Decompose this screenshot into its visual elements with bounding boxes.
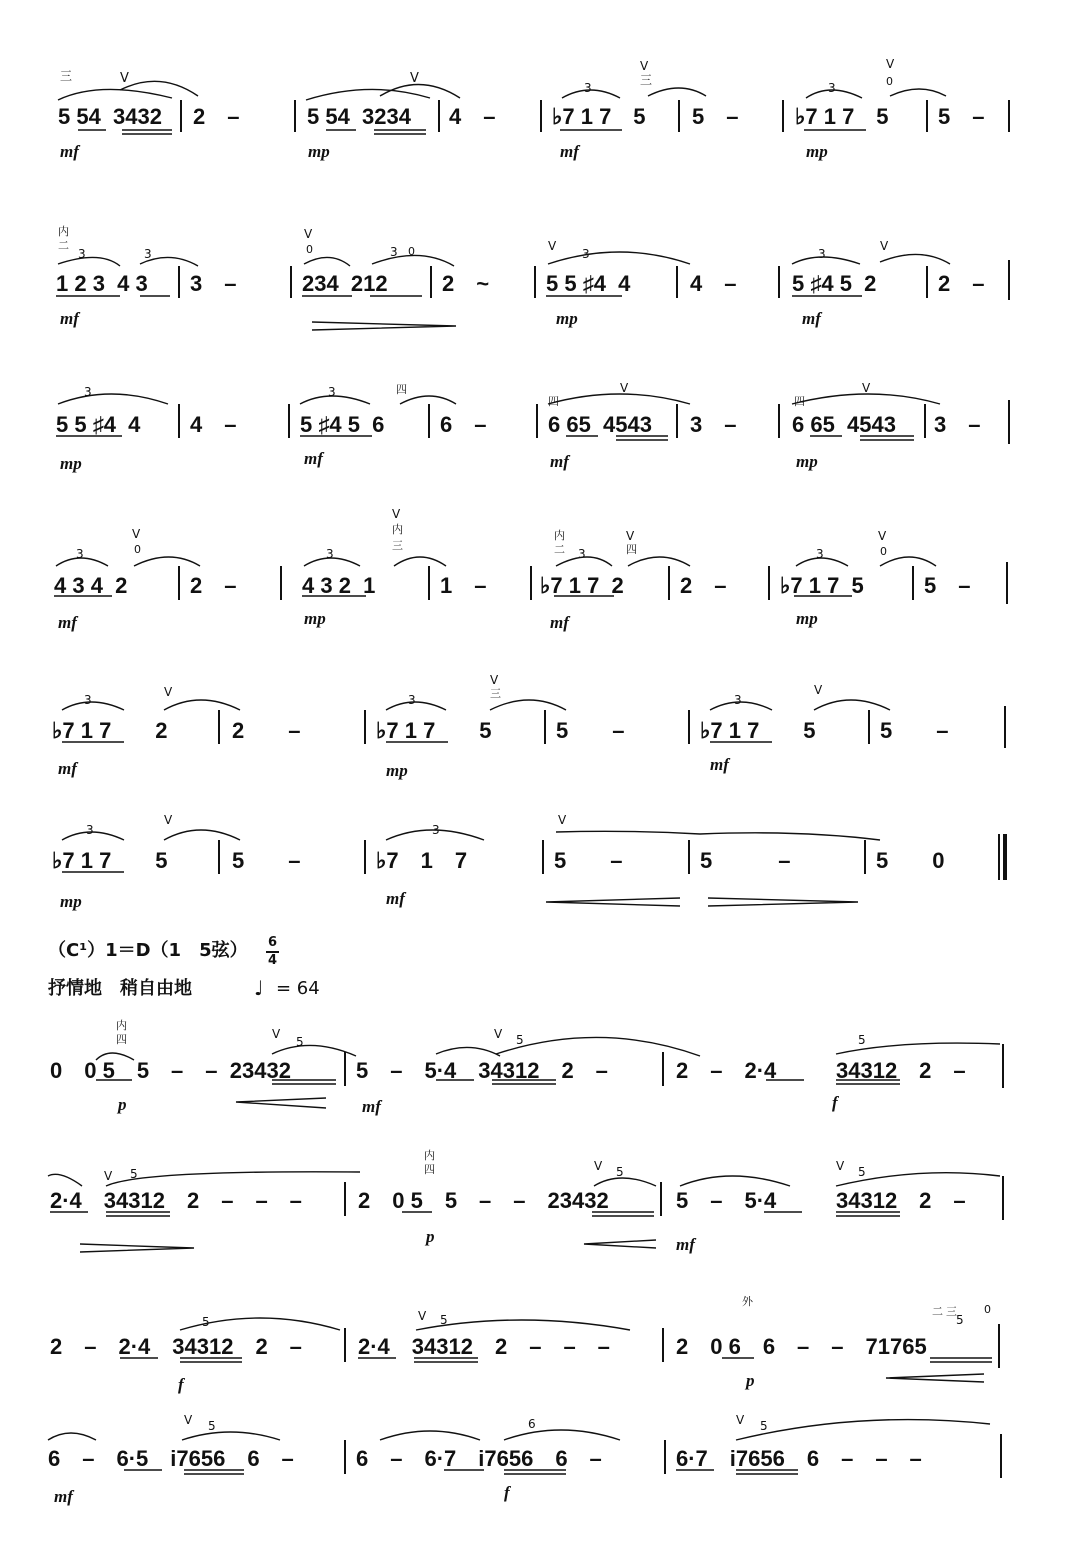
dynamic: p [746, 1371, 755, 1390]
tuplet-mark: 5 [296, 1035, 304, 1049]
bow-mark: V [878, 529, 887, 543]
dynamic: f [832, 1093, 838, 1112]
bow-mark: V [626, 529, 635, 543]
slur [416, 1320, 630, 1330]
underlines [50, 130, 992, 1474]
dynamic: f [178, 1375, 184, 1394]
slur [58, 89, 172, 100]
tuplet-mark: 5 [130, 1167, 138, 1181]
tuplet-mark: 3 [734, 693, 742, 707]
time-signature-bottom: 4 [268, 953, 278, 968]
slur [62, 832, 124, 840]
dynamic: mp [386, 761, 408, 780]
slur [736, 1420, 990, 1440]
open-string-mark: 0 [984, 1303, 991, 1316]
notes: 2 – 2·4 34312 2 – [50, 1334, 302, 1359]
open-string-mark: 0 [408, 245, 415, 258]
slur [496, 1037, 700, 1056]
bow-mark: V [862, 381, 871, 395]
slur [182, 1432, 280, 1440]
slur [796, 558, 848, 566]
fingering-mark: 二 [554, 543, 565, 556]
bow-mark: V [814, 683, 823, 697]
notes: ♭7 1 7 5 [795, 104, 889, 129]
dynamic: mf [676, 1235, 695, 1254]
notes: 4 – [690, 271, 737, 296]
notes: 5 – [938, 104, 985, 129]
dynamic: mf [710, 755, 729, 774]
slur [164, 700, 240, 710]
notes: 5 ♯4 5 2 [792, 271, 877, 296]
notes: ♭7 1 7 5 [780, 573, 864, 598]
slur [792, 394, 940, 404]
time-signature-top: 6 [268, 935, 278, 950]
tuplet-mark: 3 [84, 693, 92, 707]
slur [490, 700, 566, 710]
fingering-mark: 三 [392, 539, 403, 552]
slur [436, 1047, 500, 1056]
notes: ♭7 1 7 5 [52, 848, 168, 873]
dynamic: mp [308, 142, 330, 161]
slur [710, 702, 772, 710]
hairpin-crescendo [546, 898, 680, 906]
notes: 3 – [690, 412, 737, 437]
tuplet-mark: 3 [818, 247, 826, 261]
slur [890, 89, 946, 96]
slur [880, 557, 936, 566]
slur [548, 252, 690, 264]
hairpin-decrescendo [80, 1244, 194, 1252]
dynamic: mp [556, 309, 578, 328]
tuplet-mark: 3 [408, 693, 416, 707]
tuplet-mark: 3 [328, 385, 336, 399]
hairpin-crescendo [236, 1098, 326, 1108]
tuplet-mark: 5 [440, 1313, 448, 1327]
fingering-mark: 三 [490, 687, 501, 700]
dynamic: mf [550, 613, 569, 632]
bow-mark: V [104, 1169, 113, 1183]
notes: 5 ♯4 5 6 [300, 412, 385, 437]
notes: 6 65 4543 [792, 412, 896, 437]
notes: ♭7 1 7 5 [552, 104, 646, 129]
tuplet-mark: 5 [616, 1165, 624, 1179]
open-string-mark: 0 [886, 75, 893, 88]
dynamic: mf [560, 142, 579, 161]
notes: 2·4 34312 2 – – – [50, 1188, 302, 1213]
slur [628, 557, 690, 566]
notes: 34312 2 – [836, 1188, 966, 1213]
tuplet-mark: 5 [202, 1315, 210, 1329]
bow-mark: V [836, 1159, 845, 1173]
bow-mark: V [132, 527, 141, 541]
bow-mark: V [120, 71, 129, 86]
notes: 3 – [190, 271, 237, 296]
slur [134, 557, 200, 566]
notes: ♭7 1 7 [376, 848, 468, 873]
tuplet-mark: 3 [816, 547, 824, 561]
dynamic: f [504, 1483, 510, 1502]
notes: 4 – [449, 104, 496, 129]
dynamic: mp [806, 142, 828, 161]
bow-mark: V [272, 1027, 281, 1041]
slur [556, 831, 880, 840]
tempo-value: = 64 [276, 978, 320, 999]
hairpin-decrescendo [312, 322, 456, 330]
notes: 34312 2 – [836, 1058, 966, 1083]
slur [306, 89, 430, 100]
notes: 2 0 5 5 – – 23432 [358, 1188, 609, 1213]
slur [814, 700, 890, 710]
notes: 6 65 4543 [548, 412, 652, 437]
bow-mark: V [418, 1309, 427, 1323]
slur [680, 1176, 790, 1186]
slur [380, 1431, 480, 1440]
notes: 1 2 3 4 3 [56, 271, 148, 296]
tuplet-mark: 3 [78, 247, 86, 261]
notes: 5 – [232, 848, 301, 873]
notes: 5 54 3432 [58, 104, 162, 129]
dynamic: mf [386, 889, 405, 908]
notes: 6 – [440, 412, 487, 437]
tuplet-mark: 5 [858, 1165, 866, 1179]
notes: 1 – [440, 573, 487, 598]
tuplet-mark: 3 [432, 823, 440, 837]
fingering-mark: 外 [742, 1295, 753, 1308]
fingering-mark: 四 [548, 395, 559, 408]
slur [394, 557, 446, 566]
dynamic: mp [60, 892, 82, 911]
bow-mark: V [164, 685, 173, 699]
bow-mark: V [640, 59, 649, 73]
notes: 2 0 6 6 – – 71765 [676, 1334, 927, 1359]
tuplet-mark: 3 [326, 547, 334, 561]
notes: 5 – 5·4 34312 2 – [356, 1058, 608, 1083]
tuplet-mark: 5 [516, 1033, 524, 1047]
dynamic: mp [304, 609, 326, 628]
notes: 5 – [554, 848, 623, 873]
bow-mark: V [558, 813, 567, 827]
slur [504, 1430, 620, 1440]
dynamic: mf [362, 1097, 381, 1116]
tuplet-mark: 3 [390, 245, 398, 259]
slur [556, 557, 612, 566]
notes: 6 – 6·5 i7656 6 – [48, 1446, 294, 1471]
slur [180, 1315, 340, 1330]
slur [792, 257, 860, 264]
slur [300, 396, 370, 404]
slur [304, 558, 360, 566]
fingering-mark: 三 [946, 1305, 957, 1318]
notes: 5 5 ♯4 4 [546, 271, 631, 296]
tuplet-mark: 3 [578, 547, 586, 561]
notes: ♭7 1 7 2 [540, 573, 624, 598]
notes: 3 – [934, 412, 981, 437]
slur [648, 88, 706, 96]
dynamic: mf [54, 1487, 73, 1506]
expression-marking: 抒情地 稍自由地 [48, 978, 192, 999]
tuplet-mark: 3 [584, 81, 592, 95]
bow-mark: V [164, 813, 173, 827]
notes: ♭7 1 7 5 [700, 718, 816, 743]
dynamic: mf [60, 309, 79, 328]
notes: 5 – [692, 104, 739, 129]
bow-mark: V [886, 57, 895, 71]
tuplet-mark: 3 [144, 247, 152, 261]
notes: 5 – [700, 848, 791, 873]
notes: 5 0 [876, 848, 945, 873]
hairpin-decrescendo [708, 898, 858, 906]
notes: 5 54 3234 [307, 104, 411, 129]
slur [304, 257, 350, 266]
notes: 4 – [190, 412, 237, 437]
tuplet-mark: 5 [760, 1419, 768, 1433]
slur [272, 1045, 356, 1056]
dynamic: mf [550, 452, 569, 471]
notes: 4 3 2 1 [302, 573, 376, 598]
slur [562, 90, 620, 98]
slur [880, 254, 950, 264]
notes: 4 3 4 2 [54, 573, 128, 598]
tuplet-mark: 3 [582, 247, 590, 261]
bow-mark: V [620, 381, 629, 395]
fingering-mark: 三 [640, 73, 653, 87]
bow-mark: V [392, 507, 401, 521]
slur [96, 1053, 134, 1060]
slur [386, 702, 446, 710]
dynamic: mf [58, 613, 77, 632]
bow-mark: V [548, 239, 557, 253]
dynamic: p [118, 1095, 127, 1114]
fingering-mark: 四 [626, 543, 637, 556]
fingering-mark: 四 [424, 1163, 435, 1176]
notes: 2 – [232, 718, 301, 743]
key-signature: （C¹）1＝D（1 5弦） [48, 940, 248, 961]
notes: 5 – 5·4 [676, 1188, 777, 1213]
fingering-mark: 内 [392, 523, 403, 536]
fingering-mark: 三 [60, 69, 73, 83]
slur [58, 394, 168, 404]
fingering-mark: 四 [794, 395, 805, 408]
notes: 5 – [880, 718, 949, 743]
dynamic: mf [304, 449, 323, 468]
notes: 5 – [556, 718, 625, 743]
fingering-mark: 二 [932, 1305, 943, 1318]
notes: 0 0 5 5 – – 23432 [50, 1058, 291, 1083]
open-string-mark: 0 [306, 243, 313, 256]
tuplet-mark: 5 [956, 1313, 964, 1327]
quarter-note-icon: ♩ [254, 976, 264, 1000]
slur [836, 1173, 1000, 1186]
bow-mark: V [490, 673, 499, 687]
tuplet-mark: 6 [528, 1417, 536, 1431]
notes: 2 – [938, 271, 985, 296]
slur [386, 830, 484, 840]
slur [400, 396, 456, 404]
dynamic: p [426, 1227, 435, 1246]
dynamic: mf [802, 309, 821, 328]
hairpin-crescendo [584, 1240, 656, 1248]
slur [58, 257, 120, 266]
notes: 2 – 2·4 [676, 1058, 777, 1083]
dynamic: mf [58, 759, 77, 778]
notes: 6·7 i7656 6 – – – [676, 1446, 922, 1471]
fingering-mark: 内 [58, 225, 69, 238]
hairpin-crescendo [886, 1374, 984, 1382]
dynamic: mf [60, 142, 79, 161]
tuplet-mark: 5 [858, 1033, 866, 1047]
notes: 2 – [680, 573, 727, 598]
slur [56, 558, 108, 566]
slur [548, 394, 690, 404]
bow-mark: V [736, 1413, 745, 1427]
notes: ♭7 1 7 5 [376, 718, 492, 743]
notes: ♭7 1 7 2 [52, 718, 168, 743]
fingering-mark: 二 [58, 239, 69, 252]
tuplet-mark: 3 [86, 823, 94, 837]
bow-mark: V [494, 1027, 503, 1041]
notes: 2 – [193, 104, 240, 129]
fingering-mark: 四 [396, 383, 407, 396]
notes: 5 – [924, 573, 971, 598]
fingering-mark: 内 [116, 1019, 127, 1032]
tuplet-mark: 3 [76, 547, 84, 561]
notes: 2 ~ [442, 271, 490, 296]
tuplet-mark: 5 [208, 1419, 216, 1433]
dynamic: mp [796, 609, 818, 628]
slur [594, 1178, 656, 1186]
notes: 2 – [190, 573, 237, 598]
slur [104, 1169, 360, 1186]
open-string-mark: 0 [880, 545, 887, 558]
slur [48, 1433, 96, 1440]
slur [836, 1043, 1000, 1054]
slur [806, 90, 862, 98]
slur [164, 830, 240, 840]
slur [120, 81, 198, 96]
slur [372, 255, 454, 266]
bow-mark: V [594, 1159, 603, 1173]
bow-mark: V [410, 71, 419, 86]
slur [62, 702, 124, 710]
bow-mark: V [184, 1413, 193, 1427]
dynamic: mp [796, 452, 818, 471]
fingering-mark: 内 [554, 529, 565, 542]
notes: 2·4 34312 2 – – – [358, 1334, 610, 1359]
bow-mark: V [304, 227, 313, 241]
fingering-mark: 四 [116, 1033, 127, 1046]
tuplet-mark: 3 [84, 385, 92, 399]
notes: 234 212 [302, 271, 388, 296]
slur [140, 257, 198, 266]
tuplet-mark: 3 [828, 81, 836, 95]
dynamic: mp [60, 454, 82, 473]
slur [48, 1174, 82, 1186]
fingering-mark: 内 [424, 1149, 435, 1162]
notes: 5 5 ♯4 4 [56, 412, 141, 437]
notes: 6 – 6·7 i7656 6 – [356, 1446, 602, 1471]
open-string-mark: 0 [134, 543, 141, 556]
bow-mark: V [880, 239, 889, 253]
